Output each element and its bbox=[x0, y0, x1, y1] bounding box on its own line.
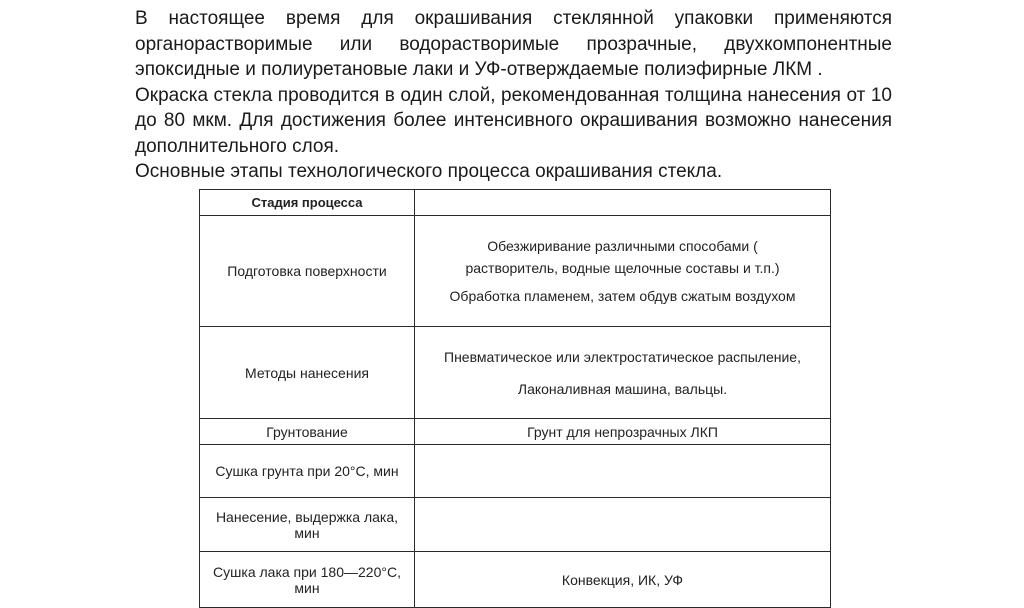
paragraph-stages: Основные этапы технологического процесса окрашивания стекла. bbox=[135, 161, 723, 182]
spacer bbox=[419, 365, 826, 381]
cell-stage: Методы нанесения bbox=[200, 327, 415, 419]
cell-method: Конвекция, ИК, УФ bbox=[415, 552, 831, 608]
cell-stage: Подготовка поверхности bbox=[200, 216, 415, 327]
table-header-row bbox=[200, 190, 831, 216]
cell-method bbox=[415, 445, 831, 498]
cell-stage: Сушка лака при 180—220°С, мин bbox=[200, 552, 415, 608]
method-line: растворитель, водные щелочные составы и т.п.) bbox=[465, 260, 780, 276]
method-line: Лаконаливная машина, вальцы. bbox=[517, 380, 728, 397]
cell-stage: Сушка грунта при 20°С, мин bbox=[200, 445, 415, 498]
cell-method bbox=[415, 498, 831, 552]
header-stage: Стадия процесса bbox=[200, 190, 415, 216]
intro-text bbox=[135, 6, 892, 185]
header-method bbox=[415, 190, 831, 216]
method-line: Обезжиривание различными способами ( bbox=[487, 238, 758, 254]
cell-method: Грунт для непрозрачных ЛКП bbox=[415, 419, 831, 445]
process-table bbox=[199, 189, 831, 608]
table-row-varnish-application bbox=[200, 498, 831, 552]
method-line: Обработка пламенем, затем обдув сжатым воздухом bbox=[449, 288, 796, 304]
table-row-surface-prep bbox=[200, 216, 831, 327]
paragraph-thickness: Окраска стекла проводится в один слой, рекомендованная толщина нанесения от 10 до 80 мкм. Для достижения более интенсивного окрашивания возможно нанесения дополнительного слоя. bbox=[135, 84, 892, 157]
cell-method bbox=[415, 327, 831, 419]
paragraph-coatings: В настоящее время для окрашивания стеклянной упаковки применяются органорастворимые или водорастворимые прозрачные, двухкомпонентные эпоксидные и полиуретановые лаки и УФ-отверждаемые полиэфирные ЛКМ . bbox=[135, 8, 892, 80]
table-row-varnish-drying bbox=[200, 552, 831, 608]
cell-method bbox=[415, 216, 831, 327]
cell-stage: Нанесение, выдержка лака, мин bbox=[200, 498, 415, 552]
table-row-priming bbox=[200, 419, 831, 445]
spacer bbox=[419, 276, 826, 288]
table-row-primer-drying bbox=[200, 445, 831, 498]
cell-stage: Грунтование bbox=[200, 419, 415, 445]
table-row-application bbox=[200, 327, 831, 419]
method-line: Пневматическое или электростатическое распыление, bbox=[444, 348, 801, 365]
